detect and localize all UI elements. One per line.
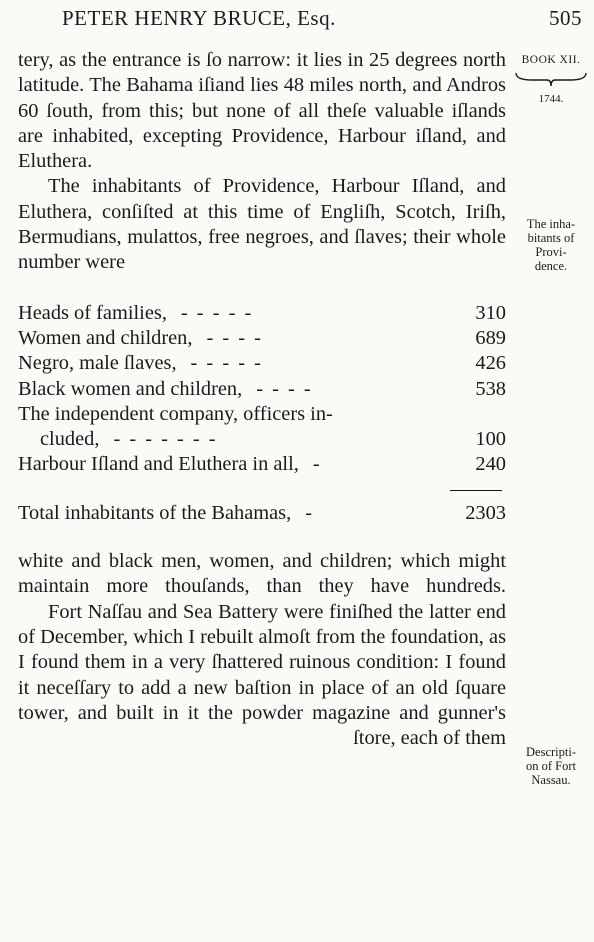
margin-note-line: Provi- (535, 245, 567, 259)
row-value: 100 (475, 428, 506, 451)
page-number: 505 (549, 6, 582, 30)
row-dashes: - - - - - (190, 352, 263, 375)
table-row (18, 427, 506, 452)
population-table (18, 301, 506, 526)
table-row (18, 402, 506, 427)
total-label: Total inhabitants of the Bahamas, (18, 501, 292, 524)
row-label: Black women and children, (18, 377, 243, 400)
row-dashes: - (312, 453, 322, 476)
row-label: cluded, (40, 428, 100, 451)
margin-note-line: Descripti- (526, 745, 576, 759)
margin-note-inhabitants (508, 217, 594, 273)
paragraph-intro: tery, as the entrance is ſo narrow: it lies in 25 degrees north latitude. The Bahama iſiand lies 48 miles north, and Andros 60 ſouth, from this; but none of all theſe valuable iſlands are inhabited, excepting Providence, Harbour iſland, and Eluthera. (18, 49, 506, 173)
margin-note-book: BOOK XII. (521, 54, 581, 66)
table-row (18, 301, 506, 326)
row-label: Negro, male ſlaves, (18, 352, 177, 375)
row-value: 538 (475, 377, 506, 400)
row-label: Harbour Iſland and Eluthera in all, (18, 453, 299, 476)
margin-note-line: The inha- (526, 217, 576, 231)
row-label: The independent company, officers in- (18, 402, 333, 425)
table-row (18, 351, 506, 376)
brace-icon (514, 71, 588, 87)
total-dashes: - (305, 501, 315, 524)
paragraph-inhabitants: The inhabitants of Providence, Harbour Iſland, and Eluthera, conſiſted at this time of Engliſh, Scotch, Iriſh, Bermudians, mulattos, free negroes, and ſlaves; their whole number were (18, 175, 506, 274)
paragraph-fort-nassau: Fort Naſſau and Sea Battery were finiſhed the latter end of December, which I rebuilt almoſt from the foundation, as I found them in a very ſhattered ruinous condition: I found it neceſſary to add a new baſtion in place of an old ſquare tower, and built in it the powder magazine and gunner's ſtore, each of them (18, 600, 506, 750)
row-label: Heads of families, (18, 301, 167, 324)
table-row (18, 326, 506, 351)
row-dashes: - - - - - - - (113, 428, 218, 451)
table-row (18, 377, 506, 402)
row-dashes: - - - - (206, 326, 263, 349)
margin-note-line: dence. (534, 259, 568, 273)
row-dashes: - - - - - (180, 301, 254, 324)
row-value: 689 (475, 326, 506, 349)
row-dashes: - - - - (256, 377, 313, 400)
margin-note-line: bitants of (527, 231, 575, 245)
page-body (18, 48, 506, 751)
margin-note-line: on of Fort (526, 759, 576, 773)
table-total-row (18, 501, 506, 526)
total-value: 2303 (465, 501, 506, 524)
row-value: 240 (475, 453, 506, 476)
table-row (18, 452, 506, 477)
row-label: Women and children, (18, 326, 193, 349)
row-value: 426 (475, 352, 506, 375)
total-rule (450, 490, 502, 491)
margin-note-description (508, 745, 594, 787)
paragraph-summary: white and black men, women, and children; which might maintain more thouſands, than they have hundreds. (18, 550, 506, 598)
running-title: PETER HENRY BRUCE, Esq. (62, 6, 336, 30)
margin-note-year: 1744. (538, 93, 564, 105)
margin-note-line: Nassau. (531, 773, 571, 787)
row-value: 310 (475, 301, 506, 324)
